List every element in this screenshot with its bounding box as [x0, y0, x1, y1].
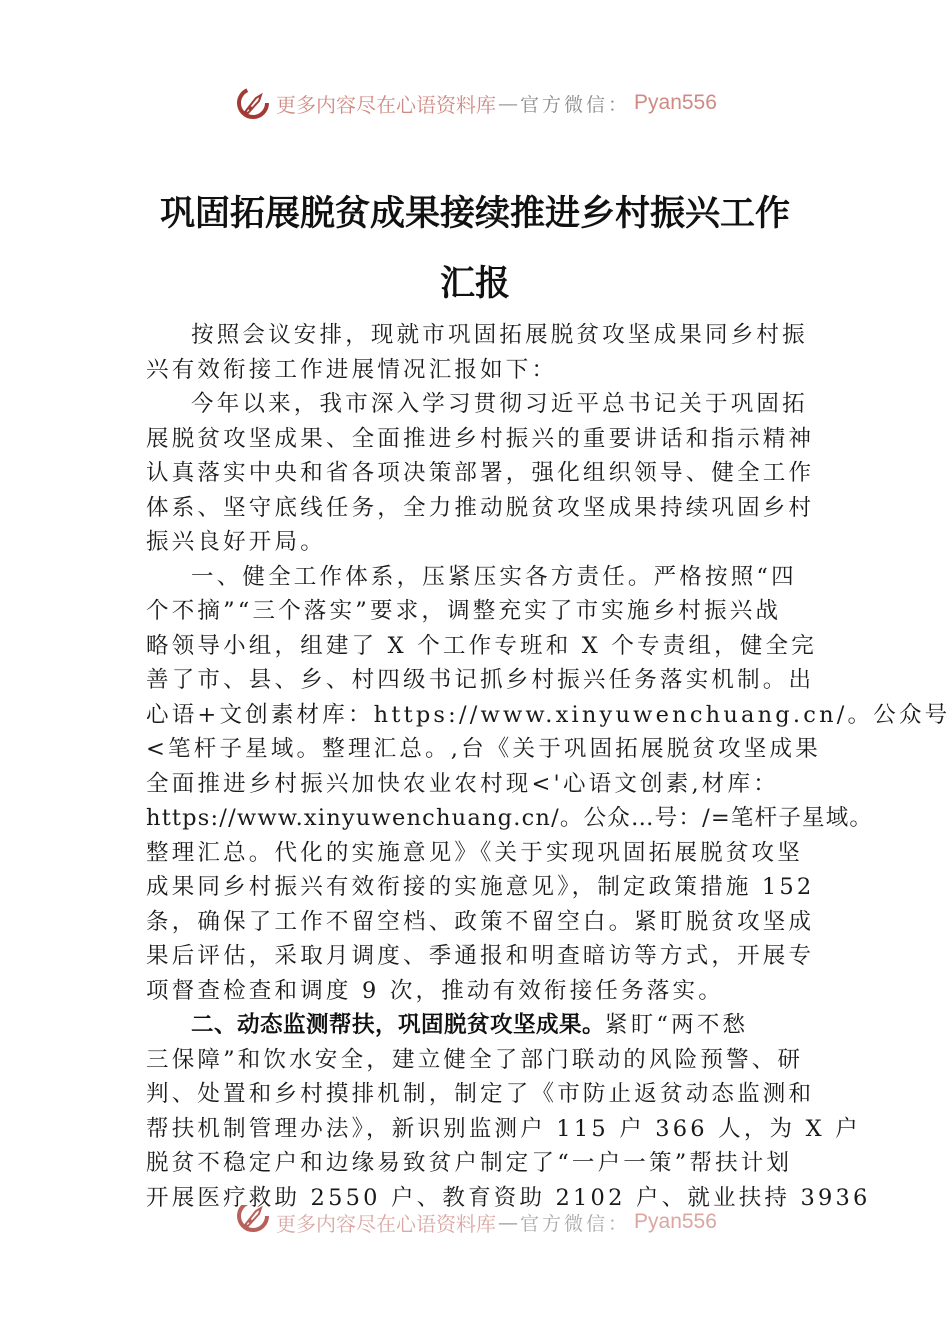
watermark-main-text: 更多内容尽在心语资料库 [276, 92, 496, 117]
text-line: 开展医疗救助 2550 户、教育资助 2102 户、就业扶持 3936 [146, 1184, 871, 1211]
watermark-footer [236, 1205, 717, 1239]
text-line-with-url: 心语+文创素材库：https://www.xinyuwenchuang.cn/。公众号 [146, 701, 950, 728]
document-body [146, 318, 950, 1215]
text-line: 脱贫不稳定户和边缘易致贫户制定了“一户一策”帮扶计划 [146, 1150, 793, 1176]
text-line: 判、处置和乡村摸排机制，制定了《市防止返贫动态监测和 [146, 1081, 815, 1107]
watermark-wechat-id: Pyan556 [634, 91, 717, 114]
text-line: 按照会议安排，现就市巩固拓展脱贫攻坚成果同乡村振 [191, 322, 808, 348]
watermark-wechat-label: 官方微信： [520, 93, 631, 116]
document-title-line-2: 汇报 [439, 263, 510, 304]
quill-pen-logo-icon [236, 1205, 270, 1233]
text-line: 展脱贫攻坚成果、全面推进乡村振兴的重要讲话和指示精神 [146, 425, 815, 452]
paragraph-section-1 [146, 560, 950, 1009]
text-line: 善了市、县、乡、村四级书记抓乡村振兴任务落实机制。出 [146, 667, 815, 693]
section-heading: 二、动态监测帮扶，巩固脱贫攻坚成果。 [191, 1012, 606, 1038]
text-line: 今年以来，我市深入学习贯彻习近平总书记关于巩固拓 [191, 391, 808, 417]
text-line: 振兴良好开局。 [146, 529, 326, 555]
text-line: 兴有效衔接工作进展情况汇报如下： [146, 356, 558, 383]
text-line-with-url: https://www.xinyuwenchuang.cn/。公众…号：/=笔杆子星域。 [146, 805, 874, 831]
watermark-header [236, 83, 717, 123]
text-line: 体系、坚守底线任务，全力推动脱贫攻坚成果持续巩固乡村 [146, 494, 815, 521]
text-fragment: 紧盯“两不愁 [605, 1012, 749, 1038]
text-line: <笔杆子星域。整理汇总。,台《关于巩固拓展脱贫攻坚成果 [146, 736, 821, 762]
text-line: 个不摘”“三个落实”要求，调整充实了市实施乡村振兴战 [146, 598, 782, 624]
text-line: 认真落实中央和省各项决策部署，强化组织领导、健全工作 [146, 460, 815, 486]
text-line [146, 1008, 808, 1043]
text-line: 条，确保了工作不留空档、政策不留空白。紧盯脱贫攻坚成 [146, 908, 815, 935]
paragraph-intro [146, 318, 808, 387]
text-line: 成果同乡村振兴有效衔接的实施意见》，制定政策措施 152 [146, 874, 815, 900]
watermark-wechat-label: 官方微信： [520, 1212, 631, 1235]
text-line: 果后评估，采取月调度、季通报和明查暗访等方式，开展专 [146, 943, 815, 969]
text-line: 全面推进乡村振兴加快农业农村现<'心语文创素,材库： [146, 770, 779, 797]
watermark-dash: — [498, 1210, 518, 1234]
text-line: 整理汇总。代化的实施意见》《关于实现巩固拓展脱贫攻坚 [146, 839, 803, 866]
text-line: 帮扶机制管理办法》，新识别监测户 115 户 366 人，为 X 户 [146, 1115, 861, 1142]
text-line: 项督查检查和调度 9 次，推动有效衔接任务落实。 [146, 977, 724, 1004]
paragraph-section-2 [146, 1008, 871, 1215]
watermark-main-text: 更多内容尽在心语资料库 [276, 1211, 496, 1236]
text-line: 略领导小组，组建了 X 个工作专班和 X 个专责组，健全完 [146, 632, 817, 659]
quill-pen-logo-icon [236, 86, 270, 120]
paragraph-overview [146, 387, 815, 560]
document-title-line-1: 巩固拓展脱贫成果接续推进乡村振兴工作 [159, 193, 790, 234]
text-line: 一、健全工作体系，压紧压实各方责任。严格按照“四 [191, 563, 797, 590]
watermark-wechat-id: Pyan556 [634, 1210, 717, 1233]
text-line: 三保障”和饮水安全，建立健全了部门联动的风险预警、研 [146, 1046, 804, 1073]
watermark-dash: — [498, 91, 518, 115]
